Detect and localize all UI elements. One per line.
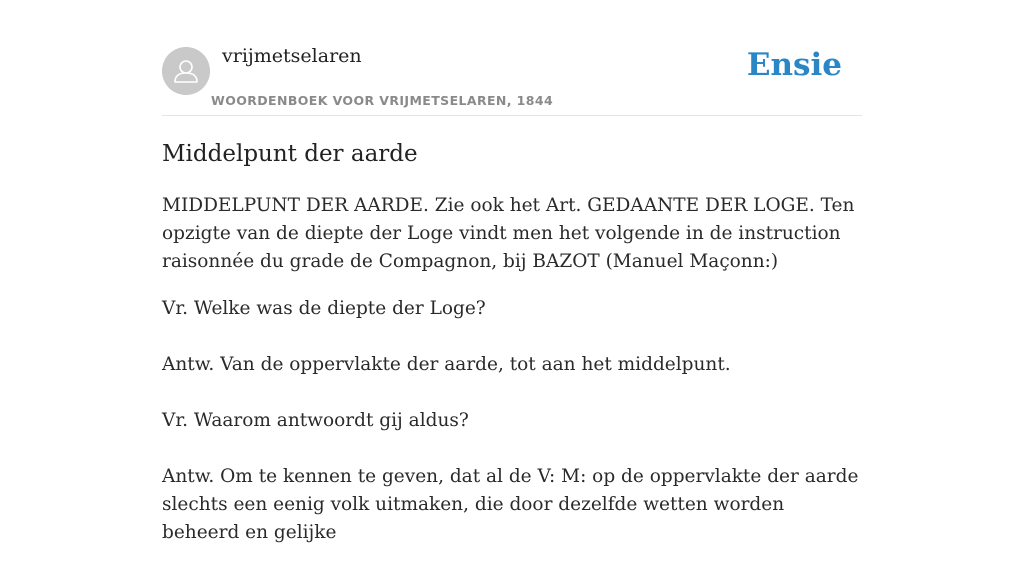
entry-body bbox=[162, 192, 866, 575]
entry-line: Antw. Om te kennen te geven, dat al de V: M: op de oppervlakte der aarde slechts een eenig volk uitmaken, die door dezelfde wetten worden beheerd en gelijke bbox=[162, 466, 859, 543]
author-avatar[interactable] bbox=[162, 47, 210, 95]
author-name-link[interactable]: vrijmetselaren bbox=[222, 45, 362, 67]
source-label: WOORDENBOEK VOOR VRIJMETSELAREN, 1844 bbox=[211, 93, 554, 108]
entry-line: Antw. Van de oppervlakte der aarde, tot aan het middelpunt. bbox=[162, 354, 731, 375]
user-silhouette-icon bbox=[162, 47, 210, 95]
ensie-logo-link[interactable]: Ensie bbox=[746, 47, 842, 83]
entry-title: Middelpunt der aarde bbox=[162, 141, 418, 167]
entry-line: Vr. Waarom antwoordt gij aldus? bbox=[162, 410, 469, 431]
entry-intro-paragraph: MIDDELPUNT DER AARDE. Zie ook het Art. GEDAANTE DER LOGE. Ten opzigte van de diepte der Loge vindt men het volgende in de instruction raisonnée du grade de Compagnon, bij BAZOT (Manuel Maçonn:) bbox=[162, 195, 855, 272]
entry-line: Vr. Welke was de diepte der Loge? bbox=[162, 298, 486, 319]
entry-header bbox=[162, 0, 862, 116]
page bbox=[162, 0, 862, 543]
